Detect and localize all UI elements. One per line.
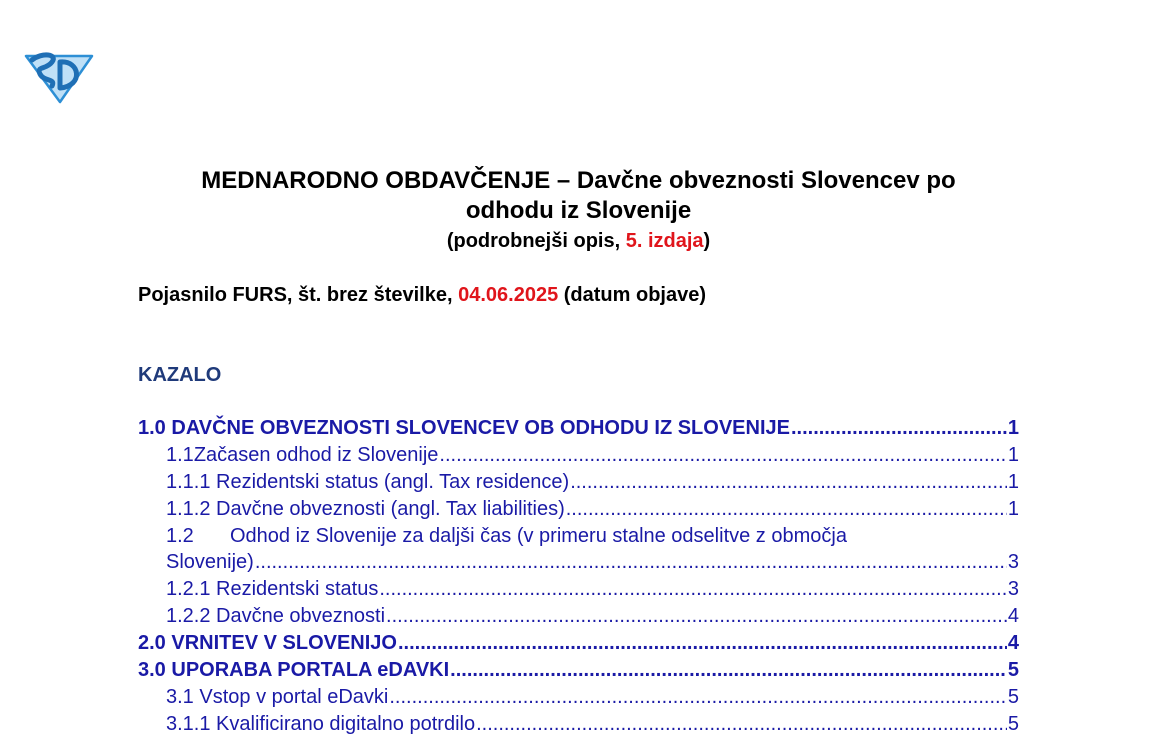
toc-entry[interactable] [166, 711, 1019, 737]
toc-entry[interactable] [138, 630, 1019, 656]
toc-entry-number: 1.2 [166, 525, 194, 547]
subtitle-prefix: (podrobnejši opis, [446, 230, 626, 252]
toc-entry-page: 4 [1007, 605, 1019, 627]
toc-leader-dots [389, 684, 1007, 710]
toc-entry-title-continued: Slovenije) [166, 551, 254, 573]
toc-entry-title: Davčne obveznosti (angl. Tax liabilities) [216, 498, 565, 520]
meta-suffix: (datum objave) [558, 284, 707, 306]
toc-entry-number: 1.1.2 [166, 498, 211, 520]
toc-entry-title: Vstop v portal eDavki [199, 686, 389, 708]
toc-entry-page: 1 [1007, 498, 1019, 520]
toc-entry[interactable] [166, 496, 1019, 522]
document-meta [138, 282, 706, 308]
document-title-line1: MEDNARODNO OBDAVČENJE – Davčne obveznosti Slovencev po [201, 167, 956, 194]
toc-entry-number: 3.0 [138, 659, 166, 681]
toc-entry-page: 1 [1007, 444, 1019, 466]
publication-date: 04.06.2025 [458, 284, 559, 306]
toc-entry-number: 1.1 [166, 444, 194, 466]
toc-entry-page: 3 [1007, 578, 1019, 600]
toc-leader-dots [450, 657, 1007, 683]
toc-entry-number: 1.0 [138, 417, 166, 439]
toc-entry-title: Začasen odhod iz Slovenije [193, 444, 439, 466]
toc-entry-page: 3 [1007, 551, 1019, 573]
toc-leader-dots [255, 549, 1007, 575]
toc-entry-title: DAVČNE OBVEZNOSTI SLOVENCEV OB ODHODU IZ SLOVENIJE [171, 417, 790, 439]
toc-entry[interactable] [166, 549, 1019, 575]
toc-entry-page: 4 [1007, 632, 1019, 654]
toc-entry-wrapped-first-line[interactable] [166, 523, 847, 549]
toc-leader-dots [379, 576, 1007, 602]
toc-leader-dots [570, 469, 1007, 495]
toc-entry-page: 1 [1007, 471, 1019, 493]
toc-entry-title: Davčne obveznosti [216, 605, 386, 627]
toc-entry[interactable] [166, 576, 1019, 602]
toc-entry-title: UPORABA PORTALA eDAVKI [171, 659, 450, 681]
toc-leader-dots [476, 711, 1007, 737]
toc-entry-title: Kvalificirano digitalno potrdilo [216, 713, 476, 735]
toc-entry[interactable] [166, 603, 1019, 629]
toc-entry-title: Odhod iz Slovenije za daljši čas (v primeru stalne odselitve z območja [230, 525, 847, 547]
toc-entry-number: 1.2.2 [166, 605, 211, 627]
toc-leader-dots [439, 442, 1006, 468]
toc-entry[interactable] [138, 657, 1019, 683]
sd-logo-icon [22, 48, 96, 104]
toc-entry-number: 3.1 [166, 686, 194, 708]
toc-entry[interactable] [166, 442, 1019, 468]
toc-leader-dots [386, 603, 1007, 629]
toc-entry-page: 5 [1007, 713, 1019, 735]
toc-entry[interactable] [166, 684, 1019, 710]
toc-leader-dots [791, 415, 1007, 441]
toc-entry-page: 1 [1007, 417, 1019, 439]
subtitle-suffix: ) [703, 230, 711, 252]
toc-entry-title: Rezidentski status (angl. Tax residence) [216, 471, 570, 493]
toc-entry-page: 5 [1007, 659, 1019, 681]
edition-label: 5. izdaja [625, 230, 704, 252]
document-subtitle [100, 228, 1057, 254]
meta-prefix: Pojasnilo FURS, št. brez številke, [138, 284, 459, 306]
toc-entry-number: 1.2.1 [166, 578, 211, 600]
toc-leader-dots [566, 496, 1007, 522]
toc-entry-number: 2.0 [138, 632, 166, 654]
toc-entry-title: Rezidentski status [216, 578, 379, 600]
toc-entry[interactable] [138, 415, 1019, 441]
toc-entry-title: VRNITEV V SLOVENIJO [171, 632, 397, 654]
toc-heading: KAZALO [138, 364, 222, 386]
document-title-line2: odhodu iz Slovenije [465, 197, 692, 224]
toc-entry-number: 1.1.1 [166, 471, 211, 493]
toc-entry-number: 3.1.1 [166, 713, 211, 735]
toc-entry[interactable] [166, 469, 1019, 495]
toc-leader-dots [398, 630, 1007, 656]
toc-entry-page: 5 [1007, 686, 1019, 708]
